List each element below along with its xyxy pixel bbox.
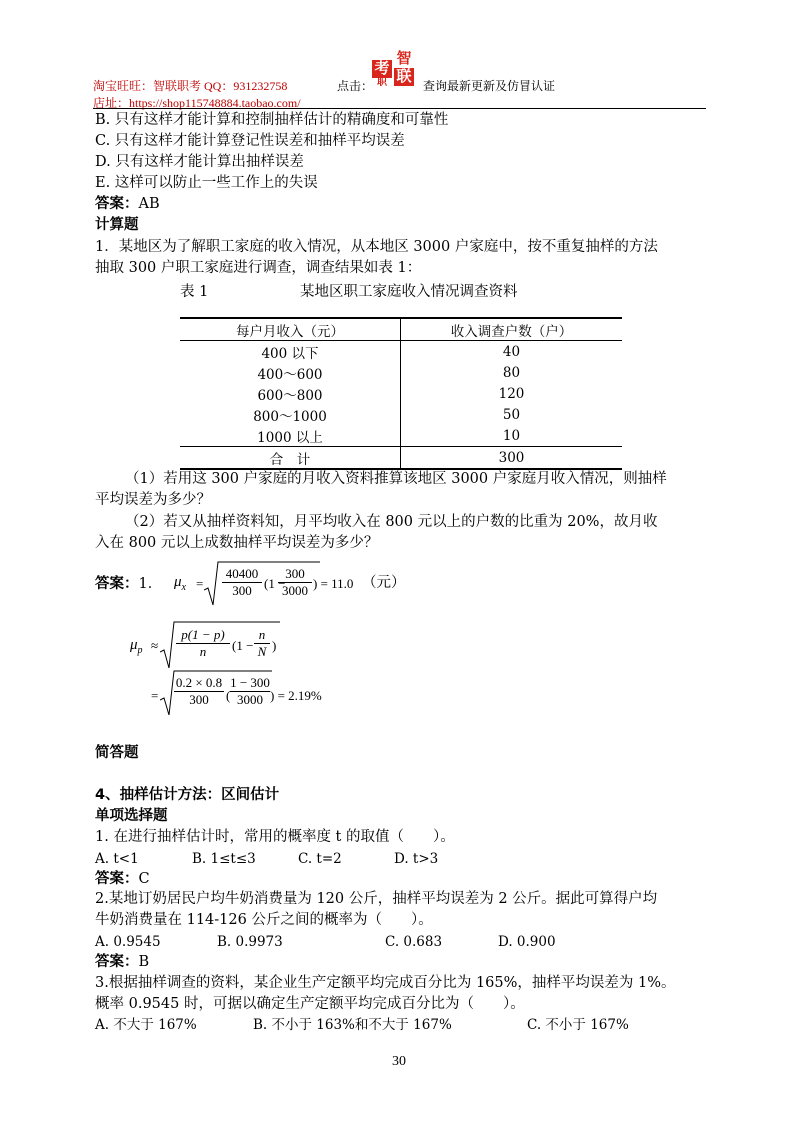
answer-number: 1． bbox=[138, 576, 163, 592]
problem1-line2: 抽取 300 户职工家庭进行调查，调查结果如表 1： bbox=[95, 260, 422, 276]
calc-heading: 计算题 bbox=[95, 217, 139, 233]
denominator: 300 bbox=[174, 691, 224, 708]
question1-option-b: B. 1≤t≤3 bbox=[192, 851, 256, 867]
question2-option-b: B. 0.9973 bbox=[217, 934, 283, 950]
cell-income: 1000 以上 bbox=[180, 425, 401, 447]
q1-line1: （1）若用这 300 户家庭的月收入资料推算该地区 3000 户家庭月收入情况，则抽样 bbox=[125, 471, 667, 487]
numerator: p(1 − p) bbox=[181, 627, 225, 642]
question2-option-a: A. 0.9545 bbox=[95, 934, 161, 950]
denominator: n bbox=[176, 643, 230, 660]
denominator: N bbox=[254, 643, 270, 660]
question2-line2: 牛奶消费量在 114-126 公斤之间的概率为（ ）。 bbox=[95, 912, 433, 928]
close-paren: ) bbox=[272, 638, 277, 653]
one-minus: (1 − bbox=[264, 576, 286, 591]
logo-char-kao: 考 bbox=[372, 60, 392, 78]
cell-count: 50 bbox=[502, 406, 521, 423]
cell-income: 600～800 bbox=[180, 383, 401, 404]
cell-count: 10 bbox=[502, 427, 521, 444]
logo-char-zhi2: 职 bbox=[377, 77, 387, 88]
col-header-income: 每户月收入（元） bbox=[180, 318, 401, 341]
answer-value: B bbox=[138, 954, 150, 970]
header-click-label: 点击： bbox=[337, 79, 374, 93]
header-divider bbox=[93, 108, 706, 109]
question3-option-a: A. 不大于 167% bbox=[95, 1017, 197, 1033]
prev-option-d: D. 只有这样才能计算出抽样误差 bbox=[95, 154, 304, 170]
problem1-line1: 1．某地区为了解职工家庭的收入情况，从本地区 3000 户家庭中，按不重复抽样的方法 bbox=[95, 239, 658, 255]
formula-mu-p bbox=[130, 637, 143, 656]
denominator: 3000 bbox=[230, 691, 270, 708]
question3-option-b: B. 不小于 163%和不大于 167% bbox=[253, 1017, 452, 1033]
formula-mu-x bbox=[174, 574, 186, 593]
answer1 bbox=[95, 574, 162, 594]
answer-label: 答案： bbox=[95, 871, 139, 887]
fraction-g2 bbox=[230, 675, 270, 708]
approx-sign: ≈ bbox=[151, 638, 159, 653]
eq-sign: = bbox=[151, 688, 159, 703]
question1-text: 1. 在进行抽样估计时，常用的概率度 t 的取值（ ）。 bbox=[95, 829, 455, 845]
table-row bbox=[180, 425, 622, 447]
cell-count: 40 bbox=[502, 343, 521, 360]
header-query-link[interactable]: 查询最新更新及仿冒认证 bbox=[423, 79, 556, 93]
logo[interactable] bbox=[372, 50, 416, 88]
question2-option-d: D. 0.900 bbox=[498, 934, 556, 950]
fraction-p bbox=[176, 627, 230, 660]
table-row bbox=[180, 404, 622, 425]
numerator: 300 bbox=[285, 566, 305, 581]
answer-label: 答案： bbox=[95, 954, 139, 970]
prev-option-b: B. 只有这样才能计算和控制抽样估计的精确度和可靠性 bbox=[95, 112, 449, 128]
mu-symbol: μ bbox=[130, 637, 138, 653]
numerator: 1 − 300 bbox=[230, 675, 270, 690]
denominator: 300 bbox=[222, 582, 262, 599]
question3-line1: 3.根据抽样调查的资料，某企业生产定额平均完成百分比为 165%，抽样平均误差为 1%。 bbox=[95, 975, 676, 991]
cell-total-value: 300 bbox=[401, 447, 623, 470]
question2-answer bbox=[95, 952, 149, 972]
q2-line1: （2）若又从抽样资料知，月平均收入在 800 元以上的户数的比重为 20%，故月收 bbox=[125, 514, 658, 530]
table-row bbox=[180, 362, 622, 383]
fraction-2 bbox=[278, 566, 312, 599]
question1-answer bbox=[95, 869, 150, 889]
open-paren: ( bbox=[226, 688, 231, 703]
cell-count: 120 bbox=[498, 385, 525, 402]
income-table bbox=[180, 317, 622, 470]
mu-subscript: x bbox=[181, 582, 186, 593]
numerator: n bbox=[258, 627, 266, 642]
mu-symbol: μ bbox=[174, 574, 182, 590]
question1-option-a: A. t<1 bbox=[95, 851, 139, 867]
question1-option-d: D. t>3 bbox=[394, 851, 439, 867]
page-number: 30 bbox=[392, 1054, 406, 1069]
fraction-1 bbox=[222, 566, 262, 599]
section4-heading: 4、抽样估计方法：区间估计 bbox=[95, 787, 280, 803]
cell-total-label: 合 计 bbox=[180, 447, 401, 470]
question1-option-c: C. t=2 bbox=[298, 851, 342, 867]
mu-subscript: p bbox=[137, 645, 143, 656]
prev-option-e: E. 这样可以防止一些工作上的失误 bbox=[95, 175, 318, 191]
fraction-g1 bbox=[174, 675, 224, 708]
question2-line1: 2.某地订奶居民户均牛奶消费量为 120 公斤，抽样平均误差为 2 公斤。据此可算得户均 bbox=[95, 891, 658, 907]
answer-label: 答案： bbox=[95, 196, 139, 212]
prev-answer bbox=[95, 194, 160, 214]
q2-line2: 入在 800 元以上成数抽样平均误差为多少？ bbox=[95, 535, 379, 551]
col-header-households: 收入调查户数（户） bbox=[401, 318, 623, 341]
unit-yuan: （元） bbox=[362, 575, 406, 591]
answer-value: C bbox=[138, 871, 150, 887]
answer-label: 答案： bbox=[95, 576, 139, 592]
table-header-row bbox=[180, 318, 622, 341]
header-shop-link[interactable]: 店址：https://shop115748884.taobao.com/ bbox=[93, 96, 301, 110]
table-label: 表 1 bbox=[180, 284, 209, 300]
denominator: 3000 bbox=[278, 582, 312, 599]
result-1: ) = 11.0 bbox=[313, 576, 354, 591]
header-contact: 淘宝旺旺：智联职考 QQ：931232758 bbox=[93, 79, 288, 93]
cell-count: 80 bbox=[502, 364, 521, 381]
cell-income: 400～600 bbox=[180, 362, 401, 383]
question3-option-c: C. 不小于 167% bbox=[527, 1017, 629, 1033]
cell-income: 800～1000 bbox=[180, 404, 401, 425]
logo-char-lian: 联 bbox=[394, 68, 414, 86]
cell-income: 400 以下 bbox=[180, 341, 401, 363]
table-total-row bbox=[180, 447, 622, 470]
numerator: 0.2 × 0.8 bbox=[175, 675, 223, 690]
q1-line2: 平均误差为多少？ bbox=[95, 492, 211, 508]
answer-value: AB bbox=[138, 196, 160, 212]
question2-option-c: C. 0.683 bbox=[385, 934, 443, 950]
formula-eq: = bbox=[196, 576, 204, 591]
result-2: ) = 2.19% bbox=[270, 688, 322, 703]
fraction-n bbox=[254, 627, 270, 660]
prev-option-c: C. 只有这样才能计算登记性误差和抽样平均误差 bbox=[95, 133, 405, 149]
table-row bbox=[180, 383, 622, 404]
table-row bbox=[180, 341, 622, 363]
numerator: 40400 bbox=[225, 566, 259, 581]
table-title: 某地区职工家庭收入情况调查资料 bbox=[300, 284, 518, 300]
single-choice-heading: 单项选择题 bbox=[95, 808, 168, 824]
logo-char-zhi: 智 bbox=[394, 50, 414, 68]
short-answer-heading: 简答题 bbox=[95, 745, 139, 761]
one-minus: (1 − bbox=[232, 638, 254, 653]
question3-line2: 概率 0.9545 时，可据以确定生产定额平均完成百分比为（ ）。 bbox=[95, 996, 525, 1012]
